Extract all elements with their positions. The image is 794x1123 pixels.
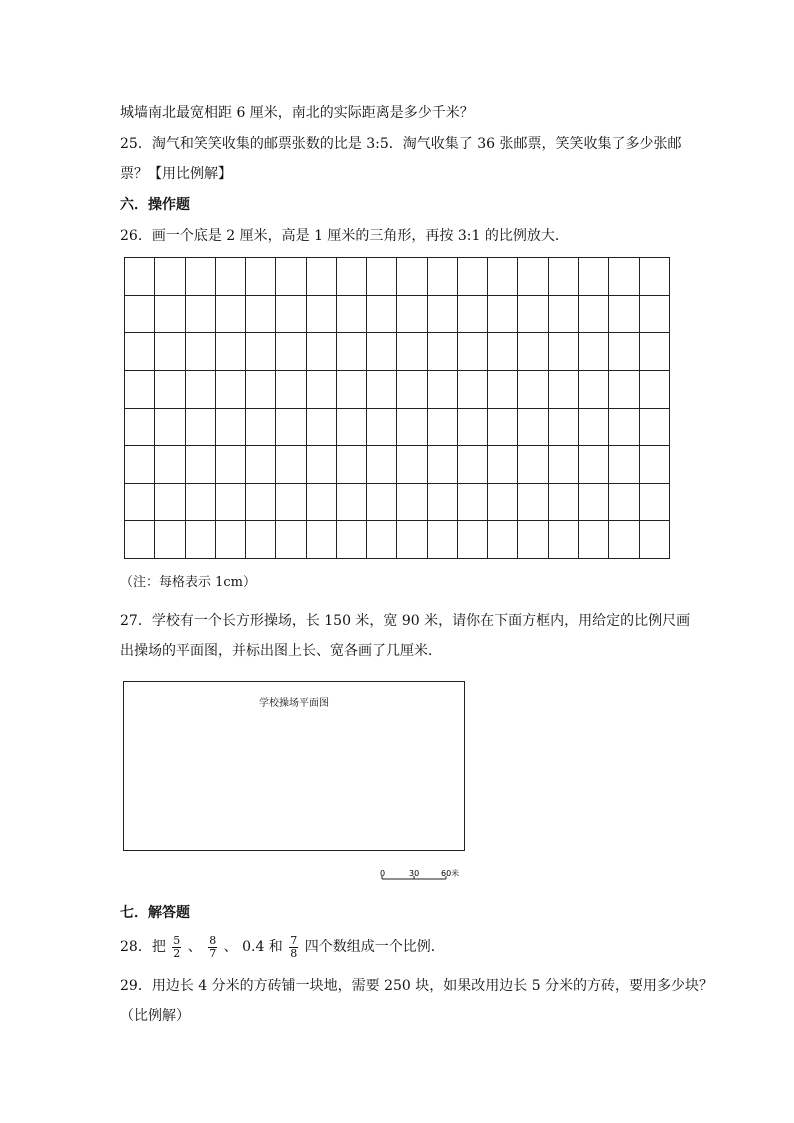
grid-cell bbox=[155, 446, 185, 484]
grid-cell bbox=[457, 258, 487, 296]
grid-cell bbox=[427, 483, 457, 521]
grid-cell bbox=[336, 446, 366, 484]
grid-row bbox=[125, 521, 670, 559]
q24-text-tail: 城墙南北最宽相距 6 厘米，南北的实际距离是多少千米？ bbox=[120, 105, 474, 121]
grid-cell bbox=[155, 295, 185, 333]
grid-cell bbox=[457, 483, 487, 521]
grid-cell bbox=[367, 483, 397, 521]
q29-text-line1: 29．用边长 4 分米的方砖铺一块地，需要 250 块，如果改用边长 5 分米的方砖，要用多少块？ bbox=[120, 978, 714, 994]
grid-cell bbox=[215, 370, 245, 408]
grid-cell bbox=[548, 370, 578, 408]
grid-cell bbox=[125, 333, 155, 371]
playground-plan-box bbox=[123, 681, 465, 851]
q28-sep1: 、 bbox=[187, 939, 202, 955]
grid-cell bbox=[367, 408, 397, 446]
grid-cell bbox=[427, 370, 457, 408]
q29-text-line2: （比例解） bbox=[120, 1008, 190, 1024]
grid-cell bbox=[336, 483, 366, 521]
grid-cell bbox=[246, 521, 276, 559]
grid-cell bbox=[578, 483, 608, 521]
grid-cell bbox=[639, 258, 669, 296]
grid-cell bbox=[125, 258, 155, 296]
grid-cell bbox=[639, 483, 669, 521]
fraction-denominator: 7 bbox=[209, 946, 217, 960]
fraction-numerator: 5 bbox=[173, 933, 181, 947]
grid-cell bbox=[306, 258, 336, 296]
grid-cell bbox=[609, 521, 639, 559]
q25-text-line1: 25．淘气和笑笑收集的邮票张数的比是 3:5．淘气收集了 36 张邮票，笑笑收集了多少张邮 bbox=[120, 136, 682, 152]
q28-sep2: 、 0.4 和 bbox=[223, 939, 283, 955]
grid-cell bbox=[155, 258, 185, 296]
grid-cell bbox=[548, 258, 578, 296]
grid-row bbox=[125, 483, 670, 521]
grid-cell bbox=[639, 408, 669, 446]
grid-cell bbox=[185, 295, 215, 333]
grid-row bbox=[125, 446, 670, 484]
grid-cell bbox=[215, 483, 245, 521]
fraction-numerator: 8 bbox=[209, 933, 217, 947]
grid-cell bbox=[246, 408, 276, 446]
grid-cell bbox=[276, 446, 306, 484]
grid-cell bbox=[639, 446, 669, 484]
grid-cell bbox=[548, 408, 578, 446]
grid-cell bbox=[639, 295, 669, 333]
grid-cell bbox=[578, 370, 608, 408]
fraction-denominator: 2 bbox=[173, 946, 181, 960]
grid-cell bbox=[336, 408, 366, 446]
grid-cell bbox=[518, 333, 548, 371]
grid-cell bbox=[397, 408, 427, 446]
q25-text-line2: 票？【用比例解】 bbox=[120, 166, 232, 182]
q28-text bbox=[120, 932, 445, 962]
grid-cell bbox=[276, 408, 306, 446]
grid-cell bbox=[125, 521, 155, 559]
grid-cell bbox=[427, 295, 457, 333]
grid-cell bbox=[397, 521, 427, 559]
plan-box-title: 学校操场平面图 bbox=[259, 698, 329, 709]
grid-cell bbox=[488, 408, 518, 446]
grid-cell bbox=[155, 408, 185, 446]
grid-cell bbox=[518, 408, 548, 446]
grid-cell bbox=[306, 521, 336, 559]
grid-cell bbox=[427, 333, 457, 371]
grid-cell bbox=[518, 483, 548, 521]
grid-cell bbox=[578, 333, 608, 371]
grid-cell bbox=[215, 295, 245, 333]
q27-text-line1: 27．学校有一个长方形操场，长 150 米，宽 90 米，请你在下面方框内，用给定的比例尺画 bbox=[120, 613, 691, 629]
grid-cell bbox=[609, 408, 639, 446]
grid-cell bbox=[215, 333, 245, 371]
grid-cell bbox=[185, 521, 215, 559]
q26-text: 26．画一个底是 2 厘米，高是 1 厘米的三角形，再按 3:1 的比例放大． bbox=[120, 228, 569, 244]
grid-cell bbox=[246, 483, 276, 521]
grid-cell bbox=[609, 333, 639, 371]
grid-cell bbox=[639, 370, 669, 408]
grid-cell bbox=[215, 521, 245, 559]
grid-cell bbox=[185, 446, 215, 484]
grid-cell bbox=[609, 370, 639, 408]
grid-cell bbox=[427, 408, 457, 446]
grid-cell bbox=[367, 521, 397, 559]
scale-bar bbox=[378, 866, 468, 884]
grid-cell bbox=[548, 521, 578, 559]
grid-cell bbox=[215, 408, 245, 446]
grid-cell bbox=[276, 333, 306, 371]
grid-cell bbox=[578, 295, 608, 333]
grid-cell bbox=[276, 258, 306, 296]
grid-cell bbox=[336, 258, 366, 296]
grid-cell bbox=[457, 408, 487, 446]
grid-cell bbox=[367, 370, 397, 408]
grid-cell bbox=[488, 370, 518, 408]
grid-cell bbox=[518, 295, 548, 333]
grid-cell bbox=[397, 333, 427, 371]
fraction-denominator: 8 bbox=[290, 946, 298, 960]
grid-cell bbox=[125, 370, 155, 408]
grid-cell bbox=[427, 258, 457, 296]
grid-cell bbox=[427, 521, 457, 559]
grid-cell bbox=[185, 483, 215, 521]
grid-cell bbox=[397, 295, 427, 333]
grid-cell bbox=[306, 333, 336, 371]
grid-cell bbox=[306, 446, 336, 484]
grid-cell bbox=[457, 295, 487, 333]
grid-cell bbox=[609, 446, 639, 484]
grid-cell bbox=[125, 295, 155, 333]
grid-cell bbox=[155, 483, 185, 521]
grid-row bbox=[125, 258, 670, 296]
grid-cell bbox=[518, 446, 548, 484]
grid-cell bbox=[276, 521, 306, 559]
grid-cell bbox=[548, 446, 578, 484]
grid-cell bbox=[306, 483, 336, 521]
grid-cell bbox=[488, 483, 518, 521]
grid-cell bbox=[215, 446, 245, 484]
grid-cell bbox=[639, 333, 669, 371]
grid-cell bbox=[306, 408, 336, 446]
grid-cell bbox=[609, 258, 639, 296]
grid-cell bbox=[246, 295, 276, 333]
grid-cell bbox=[185, 408, 215, 446]
fraction-5-2 bbox=[172, 935, 181, 960]
grid-cell bbox=[457, 521, 487, 559]
grid-cell bbox=[518, 258, 548, 296]
grid-cell bbox=[427, 446, 457, 484]
q28-prefix: 28．把 bbox=[120, 939, 166, 955]
grid-cell bbox=[215, 258, 245, 296]
grid-row bbox=[125, 408, 670, 446]
grid-cell bbox=[155, 333, 185, 371]
grid-cell bbox=[457, 370, 487, 408]
grid-cell bbox=[609, 483, 639, 521]
grid-cell bbox=[125, 483, 155, 521]
grid-cell bbox=[185, 258, 215, 296]
grid-cell bbox=[276, 483, 306, 521]
grid-cell bbox=[246, 258, 276, 296]
grid-cell bbox=[306, 295, 336, 333]
grid-row bbox=[125, 370, 670, 408]
grid-cell bbox=[125, 408, 155, 446]
q27-text-line2: 出操场的平面图，并标出图上长、宽各画了几厘米． bbox=[120, 643, 442, 659]
section-heading-answer: 七．解答题 bbox=[120, 905, 190, 921]
fraction-8-7 bbox=[208, 935, 217, 960]
grid-cell bbox=[246, 446, 276, 484]
grid-cell bbox=[155, 521, 185, 559]
grid-cell bbox=[397, 446, 427, 484]
grid-row bbox=[125, 333, 670, 371]
grid-cell bbox=[488, 258, 518, 296]
grid-cell bbox=[548, 295, 578, 333]
section-heading-operation: 六．操作题 bbox=[120, 197, 190, 213]
grid-cell bbox=[518, 521, 548, 559]
grid-cell bbox=[578, 408, 608, 446]
grid-cell bbox=[185, 333, 215, 371]
grid-cell bbox=[336, 370, 366, 408]
grid-note: （注：每格表示 1cm） bbox=[120, 575, 257, 590]
grid-cell bbox=[639, 521, 669, 559]
grid-cell bbox=[155, 370, 185, 408]
grid-cell bbox=[457, 333, 487, 371]
grid-cell bbox=[246, 370, 276, 408]
grid-cell bbox=[367, 258, 397, 296]
grid-cell bbox=[276, 370, 306, 408]
scale-label-60: 60米 bbox=[441, 869, 460, 878]
grid-cell bbox=[336, 521, 366, 559]
grid-cell bbox=[578, 521, 608, 559]
grid-row bbox=[125, 295, 670, 333]
grid-cell bbox=[185, 370, 215, 408]
drawing-grid bbox=[124, 257, 670, 559]
scale-label-30: 30 bbox=[409, 869, 420, 878]
grid-cell bbox=[578, 258, 608, 296]
grid-cell bbox=[336, 295, 366, 333]
grid-cell bbox=[125, 446, 155, 484]
grid-cell bbox=[246, 333, 276, 371]
grid-cell bbox=[397, 483, 427, 521]
grid-cell bbox=[457, 446, 487, 484]
grid-cell bbox=[276, 295, 306, 333]
grid-cell bbox=[367, 333, 397, 371]
grid-cell bbox=[548, 483, 578, 521]
grid-cell bbox=[488, 295, 518, 333]
fraction-numerator: 7 bbox=[290, 933, 298, 947]
grid-cell bbox=[397, 258, 427, 296]
grid-cell bbox=[336, 333, 366, 371]
fraction-7-8 bbox=[289, 935, 298, 960]
grid-cell bbox=[518, 370, 548, 408]
grid-cell bbox=[488, 446, 518, 484]
grid-cell bbox=[306, 370, 336, 408]
grid-cell bbox=[367, 446, 397, 484]
grid-cell bbox=[488, 521, 518, 559]
grid-cell bbox=[397, 370, 427, 408]
grid-cell bbox=[367, 295, 397, 333]
grid-cell bbox=[609, 295, 639, 333]
q28-suffix: 四个数组成一个比例． bbox=[304, 939, 445, 955]
grid-cell bbox=[578, 446, 608, 484]
scale-label-0: 0 bbox=[380, 869, 386, 878]
grid-cell bbox=[488, 333, 518, 371]
grid-cell bbox=[548, 333, 578, 371]
